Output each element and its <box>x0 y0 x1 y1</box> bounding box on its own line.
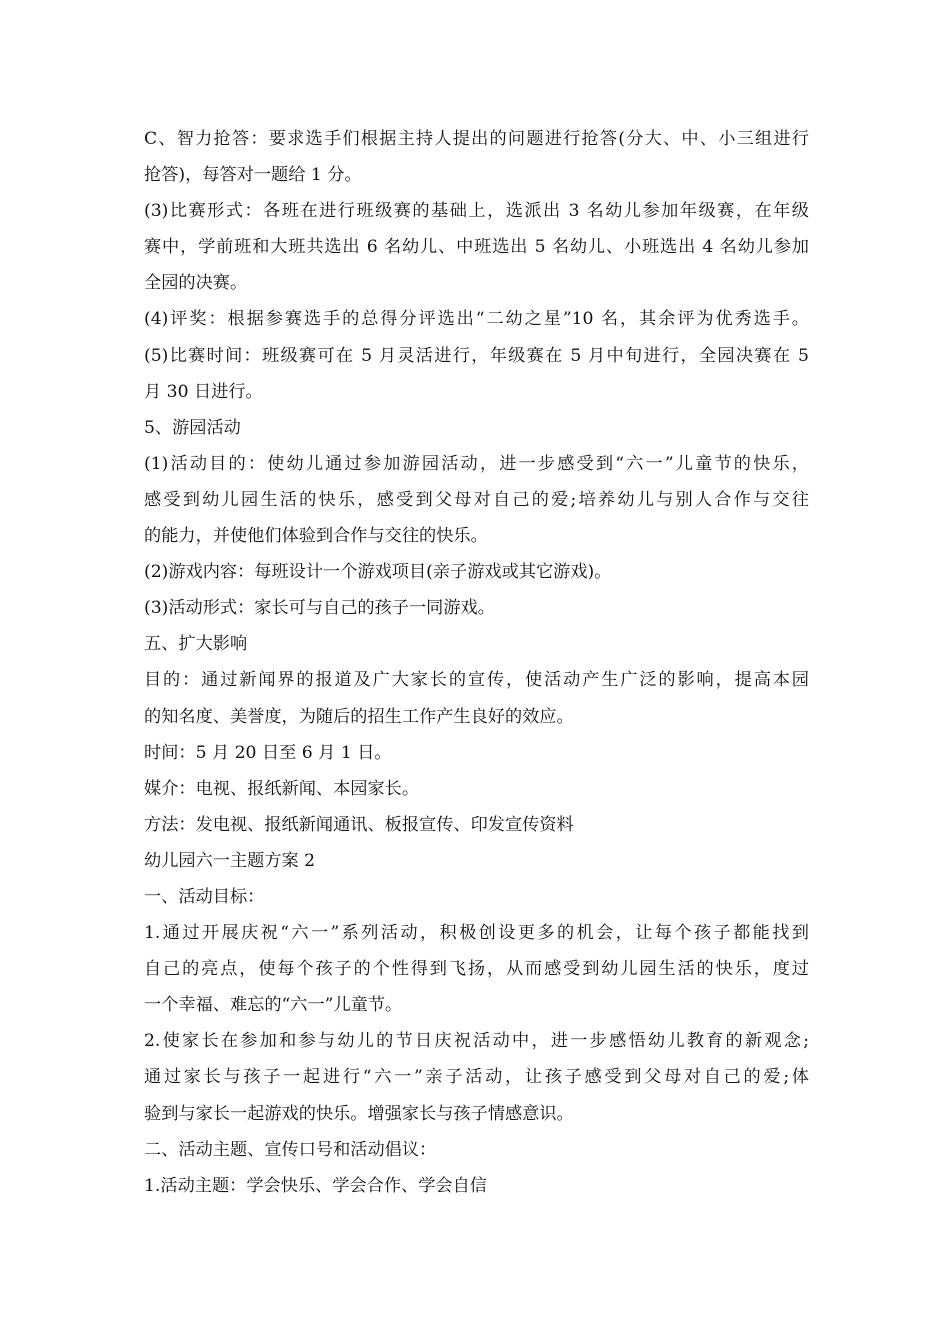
section-heading: 一、活动目标： <box>144 886 265 907</box>
text-line: 赛中，学前班和大班共选出 6 名幼儿、中班选出 5 名幼儿、小班选出 4 名幼儿参加 <box>144 237 809 258</box>
text-line: (3)活动形式：家长可与自己的孩子一同游戏。 <box>144 598 495 619</box>
text-line: 媒介：电视、报纸新闻、本园家长。 <box>144 778 420 799</box>
text-line: 抢答)，每答对一题给 1 分。 <box>144 165 362 186</box>
section-heading: 五、扩大影响 <box>144 634 248 655</box>
text-line: (2)游戏内容：每班设计一个游戏项目(亲子游戏或其它游戏)。 <box>144 562 612 583</box>
section-heading: 二、活动主题、宣传口号和活动倡议： <box>144 1139 437 1160</box>
text-line: 1.通过开展庆祝“六一”系列活动，积极创设更多的机会，让每个孩子都能找到 <box>144 923 809 944</box>
text-line: 目的：通过新闻界的报道及广大家长的宣传，使活动产生广泛的影响，提高本园 <box>144 670 809 691</box>
section-heading: 5、游园活动 <box>144 417 241 438</box>
text-line: (1)活动目的：使幼儿通过参加游园活动，进一步感受到“六一”儿童节的快乐， <box>144 453 809 474</box>
text-line: 全园的决赛。 <box>144 273 248 294</box>
text-line: 的知名度、美誉度，为随后的招生工作产生良好的效应。 <box>144 706 574 727</box>
text-line: 验到与家长一起游戏的快乐。增强家长与孩子情感意识。 <box>144 1103 574 1124</box>
text-line: C、智力抢答：要求选手们根据主持人提出的问题进行抢答(分大、中、小三组进行 <box>144 129 809 149</box>
text-line: 感受到幼儿园生活的快乐，感受到父母对自己的爱;培养幼儿与别人合作与交往 <box>144 489 809 510</box>
text-line: 的能力，并使他们体验到合作与交往的快乐。 <box>144 526 488 547</box>
text-line: 月 30 日进行。 <box>144 381 263 402</box>
document-body <box>144 121 809 1204</box>
text-line: 一个幸福、难忘的“六一”儿童节。 <box>144 995 403 1016</box>
text-line: 1.活动主题：学会快乐、学会合作、学会自信 <box>144 1175 487 1196</box>
text-line: (3)比赛形式：各班在进行班级赛的基础上，选派出 3 名幼儿参加年级赛，在年级 <box>144 201 809 222</box>
text-line: (4)评奖：根据参赛选手的总得分评选出“二幼之星”10 名，其余评为优秀选手。 <box>144 309 809 330</box>
text-line: (5)比赛时间：班级赛可在 5 月灵活进行，年级赛在 5 月中旬进行，全园决赛在 5 <box>144 345 809 366</box>
text-line: 2.使家长在参加和参与幼儿的节日庆祝活动中，进一步感悟幼儿教育的新观念; <box>144 1031 809 1052</box>
text-line: 方法：发电视、报纸新闻通讯、板报宣传、印发宣传资料 <box>144 814 574 835</box>
text-line: 通过家长与孩子一起进行“六一”亲子活动，让孩子感受到父母对自己的爱;体 <box>144 1067 809 1088</box>
document-title: 幼儿园六一主题方案 2 <box>144 850 316 871</box>
text-line: 自己的亮点，使每个孩子的个性得到飞扬，从而感受到幼儿园生活的快乐，度过 <box>144 959 809 980</box>
text-line: 时间：5 月 20 日至 6 月 1 日。 <box>144 742 392 763</box>
